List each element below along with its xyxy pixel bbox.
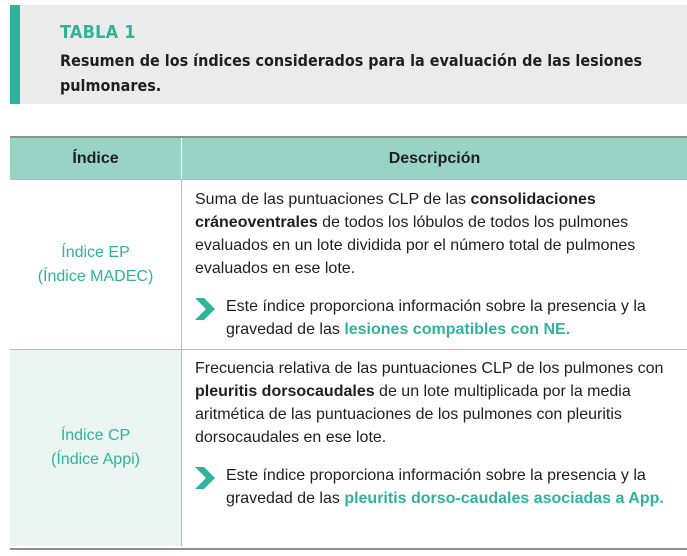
index-name: Índice EP [61,243,130,261]
chevron-right-icon [195,298,215,320]
description-emphasis: consolidaciones cráneoventrales [195,191,596,231]
note-text: Este índice proporciona información sobre la presencia y la gravedad de las pleuritis dorso-caudales asociadas a App. [226,467,664,507]
note-highlight: lesiones compatibles con NE. [344,321,571,338]
caption-label: TABLA 1 [60,22,136,43]
description-text: Suma de las puntuaciones CLP de las consolidaciones cráneoventrales de todos los lóbulos de todos los pulmones evaluados en un lote dividida por el número total de pulmones evaluados en ese lote. [195,191,636,277]
caption-title: Resumen de los índices considerados para la evaluación de las lesiones pulmonares. [60,51,643,95]
note [195,464,677,510]
description-cell [182,180,687,349]
note-text: Este índice proporciona información sobre la presencia y la gravedad de las lesiones compatibles con NE. [226,298,646,338]
description-emphasis: pleuritis dorsocaudales [195,383,375,400]
caption-accent-bar [10,5,20,104]
table-row [10,349,687,546]
table-row [10,179,687,349]
header-description: Descripción [388,149,481,167]
index-alias: (Índice MADEC) [37,267,154,285]
index-alias: (Índice Appi) [51,451,140,468]
summary-table [10,136,687,546]
note [195,295,677,341]
table-header [10,138,687,179]
description-cell [182,350,687,546]
table-caption [10,5,687,104]
note-highlight: pleuritis dorso-caudales asociadas a App. [344,490,664,507]
header-index: Índice [10,138,182,179]
index-name-cell [10,350,182,546]
table-bottom-rule [10,548,687,550]
chevron-right-icon [195,467,215,489]
description-text: Frecuencia relativa de las puntuaciones CLP de los pulmones con pleuritis dorsocaudales de un lote multiplicada por la media aritmética de las puntuaciones de los pulmones con pleuritis dorsocaudales en ese lote. [195,360,664,446]
index-name: Índice CP [60,427,131,444]
index-name-cell [10,180,182,349]
